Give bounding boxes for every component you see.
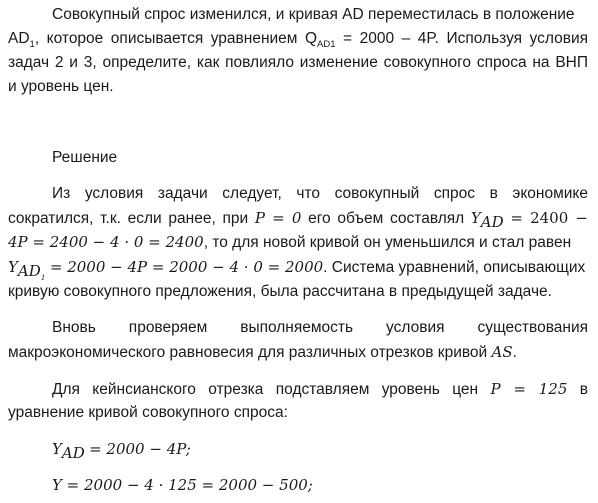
math-p125: P = 125 (490, 380, 568, 398)
math-2000: = 2000 − 4P = 2000 − 4 · 0 = 2000 (49, 258, 324, 276)
task-text: , которое описывается уравнением Q (34, 30, 318, 47)
para1-line-3: 4P = 2400 − 4 · 0 = 2400, то для новой кривой он уменьшился и стал равен (8, 233, 572, 251)
qad1-subscript: AD1 (317, 39, 336, 51)
solution-heading: Решение (52, 149, 118, 166)
ad-subscript: 1 (29, 39, 35, 51)
para1-line-2: сократился, т.к. если ранее, при P = 0 его объем составлял $Y_{AD} = 2400$ − (8, 209, 588, 232)
task-line-1: Совокупный спрос изменился, и кривая AD переместилась в положение (52, 6, 575, 23)
ad-label: AD (8, 30, 30, 47)
equation-2: Y = 2000 − 4 · 125 = 2000 − 500; (52, 476, 313, 494)
para1-line-4: $Y_{AD_1} = 2000 - 4P = 2000 - 4 \cdot 0 = 2000$. Система уравнений, описывающих (8, 258, 586, 283)
para3-line-2: уравнение кривой совокупного спроса: (8, 404, 288, 421)
math-2400: 4P = 2400 − 4 · 0 = 2400 (8, 233, 204, 251)
task-equation-text: = 2000 – 4P. Используя условия (335, 30, 589, 47)
math-as: AS (491, 343, 513, 361)
para2-line-1: Вновь проверяем выполняемость условия существования (52, 319, 588, 336)
equation-1: $Y_{AD} = 2000 - 4P$; (52, 440, 191, 463)
math-p0: P = 0 (254, 209, 302, 227)
para1-line-5: кривую совокупного предложения, была рассчитана в предыдущей задаче. (8, 283, 552, 300)
task-line-4: и уровень цен. (8, 78, 114, 95)
para1-line-1: Из условия задачи следует, что совокупный спрос в экономике (52, 185, 588, 202)
task-line-3: задач 2 и 3, определите, как повлияло изменение совокупного спроса на ВНП (8, 54, 588, 71)
para3-line-1: Для кейнсианского отрезка подставляем уровень цен P = 125 в (52, 380, 588, 398)
para2-line-2: макроэкономического равновесия для различных отрезков кривой AS. (8, 343, 517, 361)
